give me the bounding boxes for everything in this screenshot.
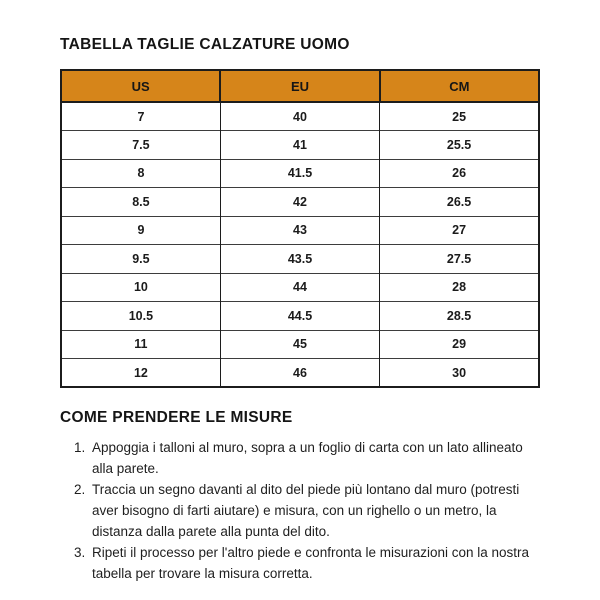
size-cell-us: 11: [61, 330, 220, 359]
size-cell-eu: 44.5: [220, 302, 379, 331]
size-cell-cm: 30: [380, 359, 539, 388]
size-cell-us: 9: [61, 216, 220, 245]
instruction-item: 1. Appoggia i talloni al muro, sopra a un foglio di carta con un lato allineato alla parete.: [89, 437, 540, 479]
instruction-item: 2. Traccia un segno davanti al dito del piede più lontano dal muro (potresti aver bisogno di farti aiutare) e misura, con un righello o un metro, la distanza dalla parete alla punta del dito.: [89, 479, 540, 542]
size-cell-eu: 43.5: [220, 245, 379, 274]
size-cell-cm: 27: [380, 216, 539, 245]
size-cell-cm: 26: [380, 159, 539, 188]
size-table-header-row: [61, 70, 539, 102]
size-cell-eu: 42: [220, 188, 379, 217]
size-cell-us: 10: [61, 273, 220, 302]
size-table-body: [61, 102, 539, 387]
page-title: TABELLA TAGLIE CALZATURE UOMO: [60, 36, 350, 53]
size-cell-cm: 27.5: [380, 245, 539, 274]
size-cell-eu: 41.5: [220, 159, 379, 188]
size-table-row: [61, 216, 539, 245]
size-cell-us: 9.5: [61, 245, 220, 274]
size-cell-cm: 28.5: [380, 302, 539, 331]
instructions-title: COME PRENDERE LE MISURE: [60, 409, 293, 426]
size-table-row: [61, 188, 539, 217]
size-cell-eu: 45: [220, 330, 379, 359]
size-table-row: [61, 302, 539, 331]
size-cell-us: 12: [61, 359, 220, 388]
size-cell-us: 7.5: [61, 131, 220, 160]
size-table-row: [61, 330, 539, 359]
size-cell-cm: 28: [380, 273, 539, 302]
size-cell-cm: 26.5: [380, 188, 539, 217]
column-header-cm: CM: [380, 70, 539, 102]
size-cell-cm: 25.5: [380, 131, 539, 160]
size-table-row: [61, 359, 539, 388]
size-cell-eu: 40: [220, 102, 379, 131]
size-cell-eu: 41: [220, 131, 379, 160]
size-cell-cm: 29: [380, 330, 539, 359]
size-table-row: [61, 102, 539, 131]
size-cell-eu: 43: [220, 216, 379, 245]
size-cell-us: 7: [61, 102, 220, 131]
instruction-item: 3. Ripeti il processo per l'altro piede e confronta le misurazioni con la nostra tabella per trovare la misura corretta.: [89, 542, 540, 584]
size-cell-us: 8.5: [61, 188, 220, 217]
size-cell-us: 10.5: [61, 302, 220, 331]
size-table: [60, 69, 540, 388]
size-table-row: [61, 159, 539, 188]
size-cell-us: 8: [61, 159, 220, 188]
column-header-eu: EU: [220, 70, 379, 102]
size-table-row: [61, 131, 539, 160]
size-cell-eu: 46: [220, 359, 379, 388]
size-table-row: [61, 245, 539, 274]
size-cell-eu: 44: [220, 273, 379, 302]
column-header-us: US: [61, 70, 220, 102]
size-cell-cm: 25: [380, 102, 539, 131]
instructions-list: [60, 437, 540, 584]
size-table-row: [61, 273, 539, 302]
